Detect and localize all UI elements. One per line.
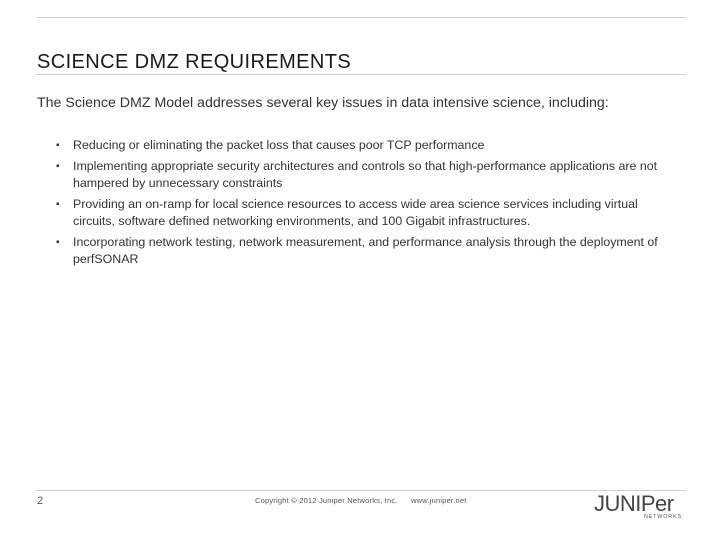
list-item <box>56 234 680 268</box>
list-item <box>56 158 680 192</box>
bullet-text: Incorporating network testing, network measurement, and performance analysis through the deployment of perfSONAR <box>73 235 658 266</box>
website-link[interactable]: www.juniper.net <box>411 496 467 505</box>
bullet-text: Reducing or eliminating the packet loss that causes poor TCP performance <box>73 138 485 152</box>
square-bullet-icon: ▪ <box>56 140 60 151</box>
juniper-logo <box>594 493 688 521</box>
bullet-text: Implementing appropriate security architectures and controls so that high-performance applications are not hampered by unnecessary constraints <box>73 159 658 190</box>
footer-divider <box>36 490 686 491</box>
page-number: 2 <box>37 495 44 507</box>
slide-title: SCIENCE DMZ REQUIREMENTS <box>37 51 352 73</box>
list-item <box>56 196 680 230</box>
intro-text: The Science DMZ Model addresses several key issues in data intensive science, including: <box>37 95 609 111</box>
logo-subtext: NETWORKS <box>643 514 682 520</box>
square-bullet-icon: ▪ <box>56 199 60 210</box>
list-item <box>56 137 680 154</box>
copyright-text: Copyright © 2012 Juniper Networks, Inc. <box>255 496 398 505</box>
title-divider <box>36 74 686 75</box>
bullet-text: Providing an on-ramp for local science resources to access wide area science services including virtual circuits, software defined networking environments, and 100 Gigabit infrastructures. <box>73 197 638 228</box>
square-bullet-icon: ▪ <box>56 237 60 248</box>
square-bullet-icon: ▪ <box>56 161 60 172</box>
bullet-list <box>56 137 680 272</box>
logo-wordmark: JUNIPer <box>594 491 674 516</box>
top-divider <box>36 17 686 18</box>
